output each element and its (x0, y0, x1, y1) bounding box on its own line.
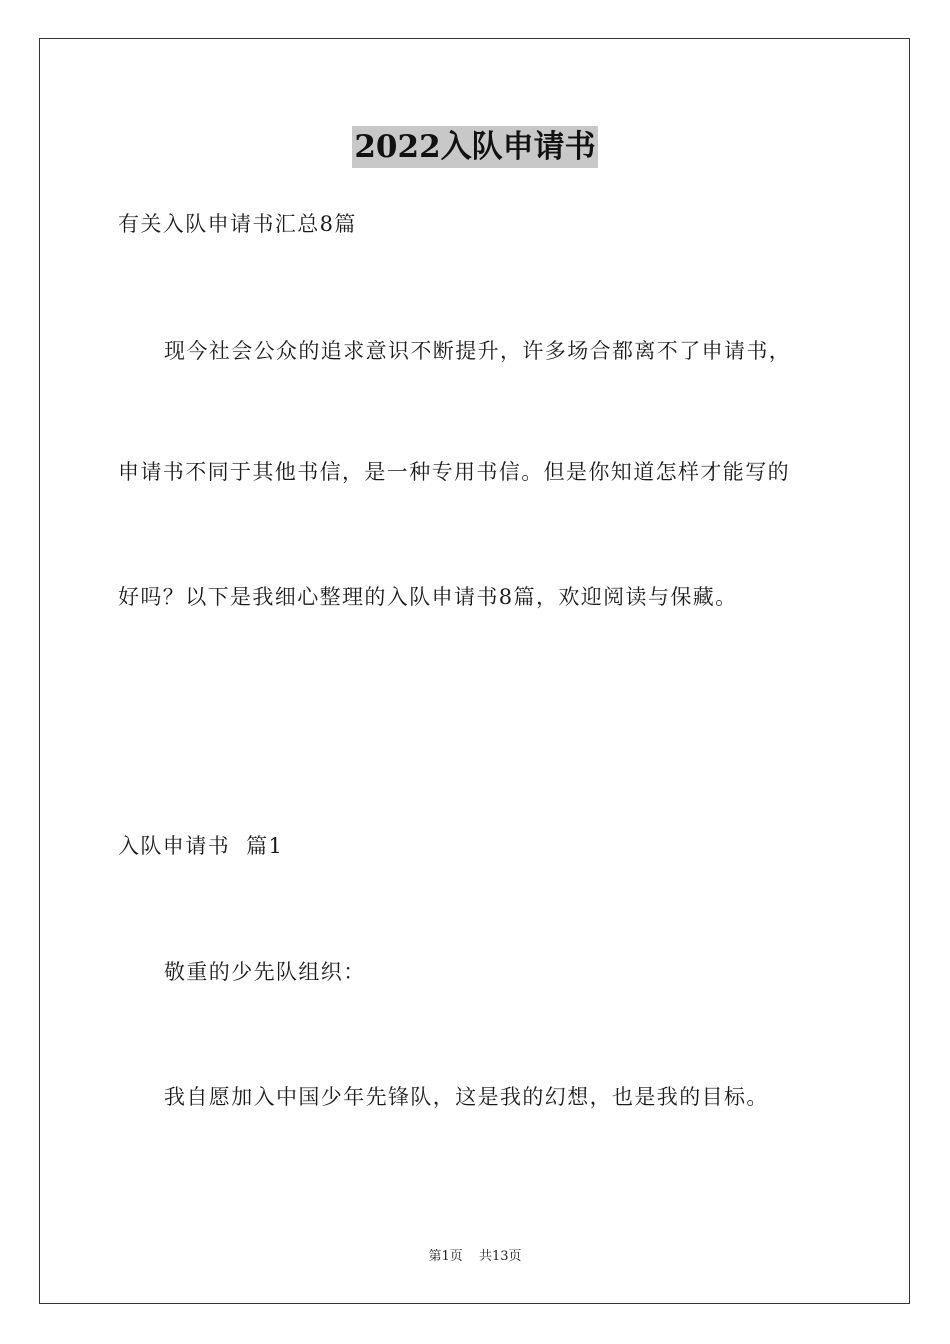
page-footer (0, 1248, 950, 1266)
intro-line-1: 现今社会公众的追求意识不断提升，许多场合都离不了申请书， (164, 339, 792, 363)
document-title: 2022入队申请书 (352, 126, 597, 168)
document-subtitle: 有关入队申请书汇总8篇 (118, 212, 357, 236)
body-line: 我自愿加入中国少年先锋队，这是我的幻想，也是我的目标。 (164, 1085, 769, 1109)
intro-line-3: 好吗？以下是我细心整理的入队申请书8篇，欢迎阅读与保藏。 (118, 585, 738, 609)
total-pages: 共13页 (478, 1249, 522, 1264)
intro-line-2: 申请书不同于其他书信，是一种专用书信。但是你知道怎样才能写的 (118, 460, 790, 484)
title-container (0, 126, 950, 168)
salutation: 敬重的少先队组织： (164, 960, 366, 984)
section-heading: 入队申请书 篇1 (118, 834, 284, 858)
page-number: 第1页 (428, 1249, 463, 1264)
